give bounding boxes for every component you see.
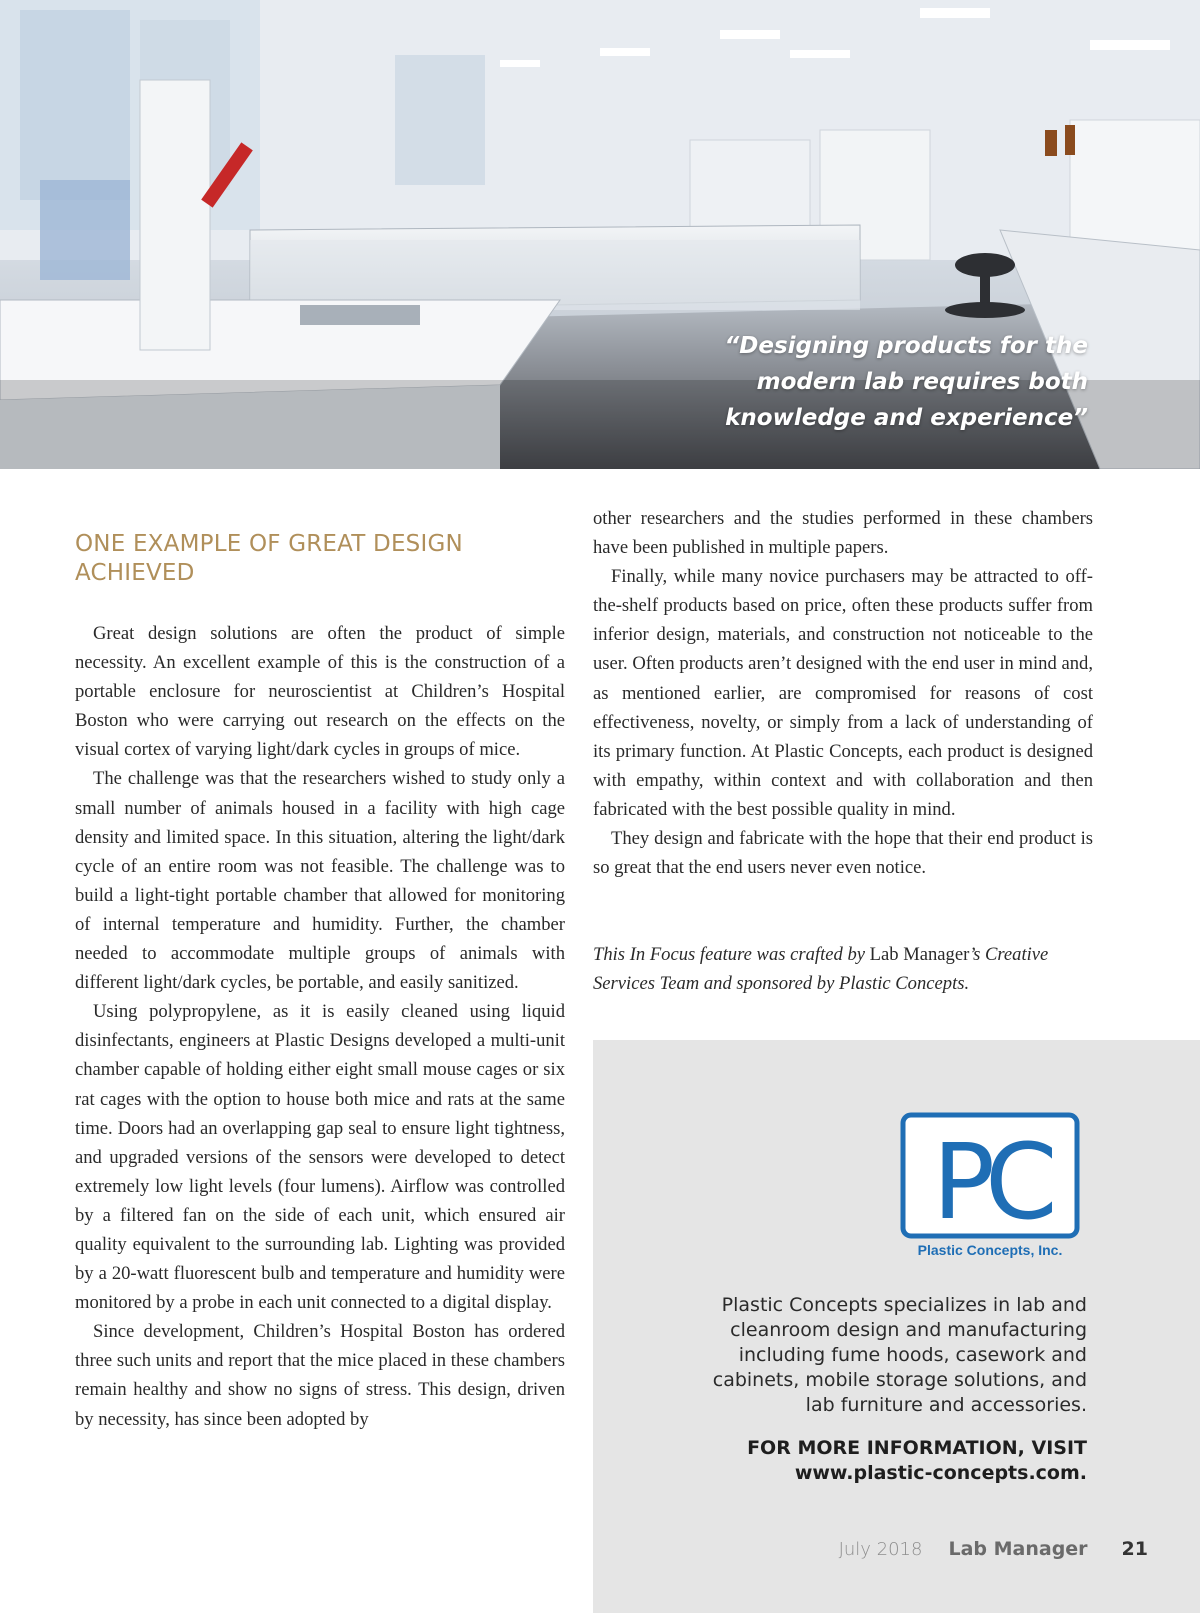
pull-quote (648, 328, 1088, 436)
cta-label: FOR MORE INFORMATION, VISIT (747, 1437, 1087, 1459)
sponsor-description (680, 1293, 1087, 1418)
sponsor-credit (593, 940, 1083, 998)
sponsor-website-link[interactable]: www.plastic-concepts.com. (794, 1462, 1087, 1484)
section-heading: ONE EXAMPLE OF GREAT DESIGN ACHIEVED (75, 531, 463, 586)
hero-photo (0, 0, 1200, 469)
paragraph: Since development, Children’s Hospital Boston has ordered three such units and report that the mice placed in these chambers remain healthy and show no signs of stress. This design, driven by necessity, has since been adopted by (75, 1321, 565, 1430)
sponsor-cta (680, 1436, 1087, 1486)
paragraph-continuation: other researchers and the studies performed in these chambers have been published in multiple papers. (593, 508, 1093, 559)
page-footer (839, 1538, 1148, 1568)
logo-letters: PC (932, 1121, 1048, 1243)
page-number: 21 (1121, 1538, 1148, 1560)
pull-quote-line: knowledge and experience” (725, 405, 1088, 431)
pull-quote-line: modern lab requires both (756, 369, 1088, 395)
publication-name: Lab Manager (948, 1538, 1088, 1560)
sponsor-description-line: lab furniture and accessories. (805, 1394, 1087, 1416)
plastic-concepts-logo (900, 1112, 1080, 1260)
issue-date: July 2018 (838, 1539, 923, 1560)
sponsor-description-line: including fume hoods, casework and (738, 1344, 1087, 1366)
logo-caption: Plastic Concepts, Inc. (917, 1242, 1063, 1258)
sponsor-description-line: cleanroom design and manufacturing (730, 1319, 1087, 1341)
paragraph: Finally, while many novice purchasers may be attracted to off-the-shelf products based on price, often these products suffer from inferior design, materials, and construction not noticeable to the user. Often products aren’t designed with the end user in mind and, as mentioned earlier, are compromised for reasons of cost effectiveness, novelty, or simply from a lack of understanding of its primary function. At Plastic Concepts, each product is designed with empathy, within context and with collaboration and then fabricated with the best possible quality in mind. (593, 566, 1093, 820)
paragraph: They design and fabricate with the hope that their end product is so great that the end users never even notice. (593, 828, 1093, 879)
article-right-column (593, 504, 1093, 882)
paragraph: Using polypropylene, as it is easily cleaned using liquid disinfectants, engineers at Plastic Designs developed a multi-unit chamber capable of holding either eight small mouse cages or six rat cages with the option to house both mice and rats at the same time. Doors had an overlapping gap seal to ensure light tightness, and upgraded versions of the sensors were developed to detect extremely low light levels (four lumens). Airflow was controlled by a filtered fan on the side of each unit, which ensured air quality equivalent to the surrounding lab. Lighting was provided by a 20-watt fluorescent bulb and temperature and humidity were monitored by a probe in each unit connected to a digital display. (75, 1001, 565, 1314)
article-left-column (75, 619, 565, 1434)
credit-brand: Lab Manager (869, 944, 970, 965)
pull-quote-line: “Designing products for the (724, 333, 1088, 359)
credit-text-end: ’s Creative Services Team and sponsored by Plastic Concepts. (593, 944, 1049, 995)
sponsor-description-line: cabinets, mobile storage solutions, and (712, 1369, 1087, 1391)
sponsor-description-line: Plastic Concepts specializes in lab and (721, 1294, 1087, 1316)
paragraph: The challenge was that the researchers wished to study only a small number of animals housed in a facility with high cage density and limited space. In this situation, altering the light/dark cycle of an entire room was not feasible. The challenge was to build a light-tight portable chamber that allowed for monitoring of internal temperature and humidity. Further, the chamber needed to accommodate multiple groups of animals with different light/dark cycles, be portable, and easily sanitized. (75, 768, 565, 994)
credit-text: This In Focus feature was crafted by (593, 944, 865, 965)
paragraph: Great design solutions are often the product of simple necessity. An excellent example of this is the construction of a portable enclosure for neuroscientist at Children’s Hospital Boston who were carrying out research on the effects on the visual cortex of varying light/dark cycles in groups of mice. (75, 623, 565, 761)
